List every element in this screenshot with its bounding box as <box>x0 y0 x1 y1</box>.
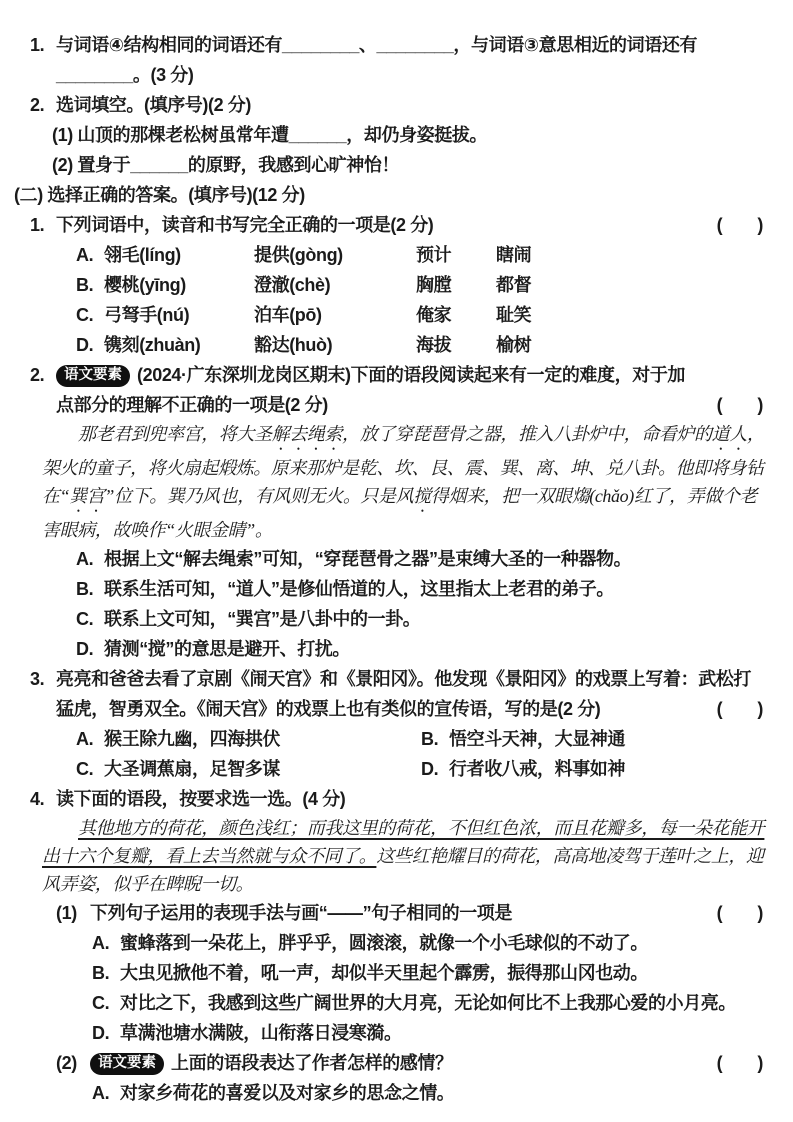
option-text: 行者收八戒，料事如神 <box>449 759 625 779</box>
question-number: 2. <box>30 365 45 385</box>
option-label: A. <box>76 245 94 265</box>
question-text <box>56 360 685 390</box>
option-label: C. <box>76 759 94 779</box>
reading-passage <box>42 420 767 544</box>
emphasized-text: 巽宫 <box>69 486 105 506</box>
question-2-stem <box>30 90 767 120</box>
word-item: 胸膛 <box>416 275 452 295</box>
option-cell <box>76 754 421 784</box>
word-item: 澄澈(chè) <box>254 275 331 295</box>
option-label: C. <box>92 993 110 1013</box>
word-item: 预计 <box>416 245 452 265</box>
option-row <box>92 1018 767 1048</box>
option-label: A. <box>92 1083 110 1103</box>
option-label: A. <box>76 729 94 749</box>
option-cell <box>421 724 625 754</box>
option-row <box>76 270 767 300</box>
word-item: 翎毛(líng) <box>104 245 181 265</box>
option-text: 根据上文“解去绳索”可知，“穿琵琶骨之器”是束缚大圣的一种器物。 <box>104 549 632 569</box>
question-text: (2024·广东深圳龙岗区期末)下面的语段阅读起来有一定的难度，对于加 <box>137 365 686 385</box>
question-number: 1. <box>30 215 45 235</box>
option-label: C. <box>76 609 94 629</box>
option-text: 联系生活可知，“道人”是修仙悟道的人，这里指太上老君的弟子。 <box>104 579 614 599</box>
question-text: 下列词语中，读音和书写完全正确的一项是(2 分) <box>56 215 434 235</box>
choice-question-1-stem <box>30 210 767 240</box>
option-label: D. <box>92 1023 110 1043</box>
option-row <box>76 240 767 270</box>
passage-text: 那老君到兜率宫，将大圣 <box>78 424 272 444</box>
option-row <box>76 604 767 634</box>
question-text: (2) 置身于______的原野，我感到心旷神怡！ <box>52 155 400 175</box>
word-item: 提供(gòng) <box>254 245 343 265</box>
sub-question-label: (1) <box>56 903 77 923</box>
emphasized-text: 道人 <box>711 424 747 444</box>
option-text: 对家乡荷花的喜爱以及对家乡的思念之情。 <box>120 1083 455 1103</box>
question-number: 3. <box>30 669 45 689</box>
question-text: (1) 山顶的那棵老松树虽常年遭______，却仍身姿挺拔。 <box>52 125 488 145</box>
question-2-sub-1 <box>52 120 767 150</box>
option-row <box>76 544 767 574</box>
word-item: 榆树 <box>496 335 532 355</box>
option-label: D. <box>421 759 439 779</box>
option-text: 大虫见掀他不着，吼一声，却似半天里起个霹雳，振得那山冈也动。 <box>120 963 648 983</box>
option-row <box>92 988 767 1018</box>
option-text: 草满池塘水满陂，山衔落日浸寒漪。 <box>120 1023 402 1043</box>
choice-question-4-stem <box>30 784 767 814</box>
word-item: 弓弩手(nú) <box>104 305 190 325</box>
option-text: 大圣调蕉扇，足智多谋 <box>104 759 280 779</box>
answer-brackets: ( ) <box>716 215 763 235</box>
option-row <box>92 958 767 988</box>
word-item: 海拔 <box>416 335 452 355</box>
word-item: 镌刻(zhuàn) <box>104 335 201 355</box>
question-number: 2. <box>30 95 45 115</box>
word-item: 豁达(huò) <box>254 335 333 355</box>
question-number: 4. <box>30 789 45 809</box>
emphasized-text: 搅 <box>413 486 431 506</box>
answer-brackets: ( ) <box>716 699 763 719</box>
option-row <box>76 330 767 360</box>
option-text: 猜测“搅”的意思是避开、打扰。 <box>104 639 350 659</box>
option-label: B. <box>421 729 439 749</box>
question-2-sub-2 <box>52 150 767 180</box>
option-label: D. <box>76 335 94 355</box>
word-item: 都督 <box>496 275 532 295</box>
emphasized-text: 解去绳索 <box>271 424 343 444</box>
question-1-line-2 <box>56 60 767 90</box>
word-item: 泊车(pō) <box>254 305 322 325</box>
choice-question-2-stem-1 <box>30 360 767 390</box>
option-text: 联系上文可知，“巽宫”是八卦中的一卦。 <box>104 609 421 629</box>
passage-text: 这些红艳耀目的荷花，高高地凌驾于莲叶之上，迎风弄姿，似乎在睥睨一切。 <box>42 846 764 894</box>
answer-brackets: ( ) <box>716 1053 763 1073</box>
question-text: 读下面的语段，按要求选一选。(4 分) <box>56 789 346 809</box>
option-row <box>76 754 767 784</box>
question-1-line-1 <box>30 30 767 60</box>
word-item: 俺家 <box>416 305 452 325</box>
option-row <box>76 634 767 664</box>
option-text: 悟空斗天神，大显神通 <box>449 729 625 749</box>
question-text: 亮亮和爸爸去看了京剧《闹天宫》和《景阳冈》。他发现《景阳冈》的戏票上写着：武松打 <box>56 669 751 689</box>
option-row <box>76 300 767 330</box>
choice-question-3-stem-2 <box>56 694 767 724</box>
answer-brackets: ( ) <box>716 395 763 415</box>
option-label: B. <box>76 579 94 599</box>
word-item: 耻笑 <box>496 305 532 325</box>
question-number: 1. <box>30 35 45 55</box>
option-row <box>76 574 767 604</box>
passage-text: ”位下。巽乃风也，有风则无火。只是风 <box>104 486 414 506</box>
underlined-passage-text: 其他地方的荷花，颜色浅红；而我这里的荷花，不但红色浓，而且花瓣多，每一朵花能开出十六个复瓣，看上去当然就与众不同了。 <box>42 818 765 866</box>
option-text: 对比之下，我感到这些广阔世界的大月亮，无论如何比不上我那心爱的小月亮。 <box>120 993 736 1013</box>
question-text: ________。(3 分) <box>56 65 194 85</box>
choice-question-3-stem-1 <box>30 664 767 694</box>
question-text <box>90 1048 453 1078</box>
question-text: 下列句子运用的表现手法与画“——”句子相同的一项是 <box>90 903 512 923</box>
sub-question-label: (2) <box>56 1053 77 1073</box>
option-label: A. <box>76 549 94 569</box>
passage-text: 得烟来，把一双眼煼(chǎo)红了，弄做个老害眼病，故唤作“火眼金睛”。 <box>42 486 758 540</box>
question-text: 点部分的理解不正确的一项是(2 分) <box>56 395 328 415</box>
option-label: C. <box>76 305 94 325</box>
answer-brackets: ( ) <box>716 903 763 923</box>
word-item: 樱桃(yīng) <box>104 275 186 295</box>
option-text: 猴王除九幽，四海拱伏 <box>104 729 280 749</box>
question-text: 选词填空。(填序号)(2 分) <box>56 95 251 115</box>
option-row <box>92 928 767 958</box>
chinese-element-badge: 语文要素 <box>56 365 130 387</box>
section-2-header <box>14 180 767 210</box>
chinese-element-badge: 语文要素 <box>90 1053 164 1075</box>
option-text: 蜜蜂落到一朵花上，胖乎乎，圆滚滚，就像一个小毛球似的不动了。 <box>120 933 648 953</box>
word-item: 瞎闹 <box>496 245 532 265</box>
option-label: D. <box>76 639 94 659</box>
option-row <box>92 1078 767 1108</box>
question-text: 与词语④结构相同的词语还有________、________，与词语③意思相近的词语还有 <box>56 35 698 55</box>
sub-question-1-stem <box>56 898 767 928</box>
option-cell <box>421 754 625 784</box>
passage-text: ，架火的童子，将火扇起煅炼。原来那炉是乾、坎、艮、震、巽、离、坤、兑八卦。他即将身钻在“ <box>42 424 765 506</box>
option-cell <box>76 724 421 754</box>
option-row <box>76 724 767 754</box>
option-label: B. <box>76 275 94 295</box>
option-label: B. <box>92 963 110 983</box>
option-label: A. <box>92 933 110 953</box>
choice-question-2-stem-2 <box>56 390 767 420</box>
sub-question-2-stem <box>56 1048 767 1078</box>
reading-passage <box>42 814 767 898</box>
question-text: 猛虎，智勇双全。《闹天宫》的戏票上也有类似的宣传语，写的是(2 分) <box>56 699 601 719</box>
section-title: (二) 选择正确的答案。(填序号)(12 分) <box>14 185 305 205</box>
passage-text: ，放了穿琵琶骨之器，推入八卦炉中，命看炉的 <box>342 424 712 444</box>
question-text: 上面的语段表达了作者怎样的感情？ <box>171 1053 453 1073</box>
